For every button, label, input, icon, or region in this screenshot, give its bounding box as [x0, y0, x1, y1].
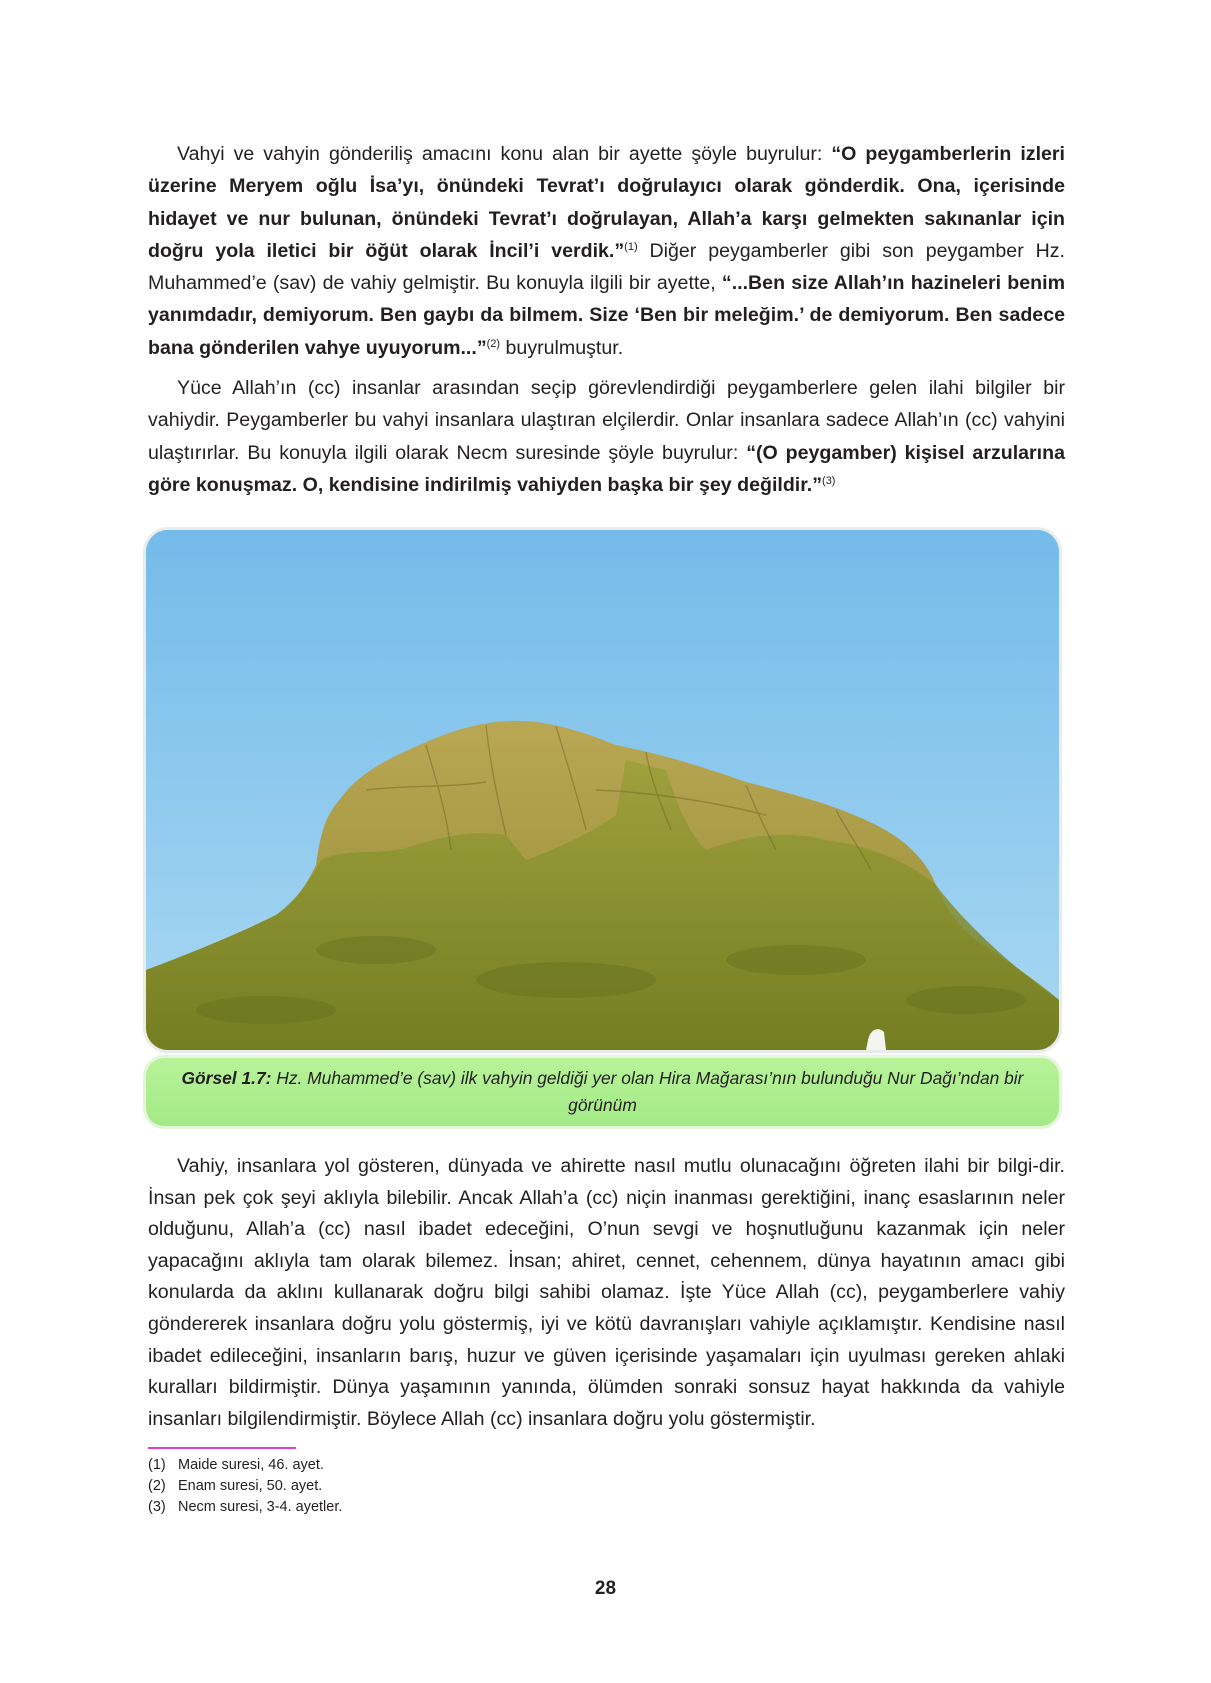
paragraph-2-intro: Yüce Allah’ın (cc) insanlar arasından seçip görevlendirdiği peygamberlere gelen ilahi bilgiler bir vahiydir. Peygamberler bu vahyi insanlara ulaştıran elçilerdir. Onlar insanlara sadece Allah’ın (cc) vahyini ulaştırırlar. Bu konuyla ilgili olarak Necm suresinde şöyle buyrulur: [148, 377, 1065, 464]
paragraph-2 [148, 372, 1065, 501]
footnote-ref-1: (1) [624, 240, 638, 253]
footnote-text: Enam suresi, 50. ayet. [178, 1478, 323, 1494]
paragraph-1 [148, 138, 1065, 364]
paragraph-1-intro: Vahyi ve vahyin gönderiliş amacını konu alan bir ayette şöyle buyrulur: [177, 143, 832, 165]
body-text-top [148, 138, 1065, 501]
quote-enam-50: “...Ben size Allah’ın hazineleri benim yanımdadır, demiyorum. Ben gaybı da bilmem. Size ‘Ben bir meleğim.’ de demiyorum. Ben sadece bana gönderilen vahye uyuyorum...” [148, 272, 1065, 359]
page-number: 28 [594, 1578, 617, 1599]
quote-maide-46: “O peygamberlerin izleri üzerine Meryem oğlu İsa’yı, önündeki Tevrat’ı doğrulayıcı olarak gönderdik. Ona, içerisinde hidayet ve nur bulunan, önündeki Tevrat’ı doğrulayan, Allah’a karşı gelmekten sakınanlar için doğru yola iletici bir öğüt olarak İncil’i verdik.” [148, 143, 1065, 262]
footnote-number: (1) [148, 1457, 166, 1473]
nur-mountain-photo [146, 530, 1059, 1050]
footnote-2 [148, 1476, 342, 1497]
footnote-3 [148, 1497, 342, 1518]
mountain-illustration [146, 530, 1059, 1050]
footnotes [148, 1455, 342, 1518]
paragraph-1-middle: Diğer peygamberler gibi son peygamber Hz. Muhammed’e (sav) de vahiy gelmiştir. Bu konuyla ilgili bir ayette, [148, 239, 1065, 295]
paragraph-1-end: buyrulmuştur. [500, 336, 624, 359]
footnote-number: (2) [148, 1478, 166, 1494]
footnote-number: (3) [148, 1499, 166, 1515]
paragraph-3: Vahiy, insanlara yol gösteren, dünyada ve ahirette nasıl mutlu olunacağını öğreten ilahi bir bilgi-dir. İnsan pek çok şeyi aklıyla bilebilir. Ancak Allah’a (cc) niçin inanması gerektiğini, inanç esaslarının neler olduğunu, Allah’a (cc) nasıl ibadet edeceğini, O’nun sevgi ve hoşnutluğunu kazanmak için neler yapacağını aklıyla tam olarak bilemez. İnsan; ahiret, cennet, cehennem, dünya hayatının amacı gibi konularda da aklını kullanarak doğru bilgi sahibi olamaz. İşte Yüce Allah (cc), peygamberlere vahiy göndererek insanlara doğru yolu göstermiş, iyi ve kötü davranışları vahiyle açıklamıştır. Kendisine nasıl ibadet edileceğini, insanların barış, huzur ve güven içerisinde yaşamaları için uyulması gereken ahlaki kuralları bildirmiştir. Dünya yaşamının yanında, ölümden sonraki sonsuz hayat hakkında da vahiyle insanları bilgilendirmiştir. Böylece Allah (cc) insanlara doğru yolu göstermiştir. [148, 1155, 1065, 1430]
footnote-text: Necm suresi, 3-4. ayetler. [178, 1499, 343, 1515]
footnote-ref-2: (2) [486, 337, 501, 350]
footnote-1 [148, 1455, 342, 1476]
footnote-divider [148, 1447, 296, 1449]
footnote-text: Maide suresi, 46. ayet. [178, 1457, 324, 1473]
figure-caption-text: Hz. Muhammed’e (sav) ilk vahyin geldiği yer olan Hira Mağarası’nın bulunduğu Nur Dağı’ndan bir görünüm [271, 1068, 1024, 1115]
footnote-ref-3: (3) [822, 474, 836, 487]
figure-caption [146, 1058, 1059, 1126]
quote-necm-3-4: “(O peygamber) kişisel arzularına göre konuşmaz. O, kendisine indirilmiş vahiyden başka bir şey değildir.” [148, 441, 1065, 496]
figure-label: Görsel 1.7: [181, 1068, 272, 1088]
